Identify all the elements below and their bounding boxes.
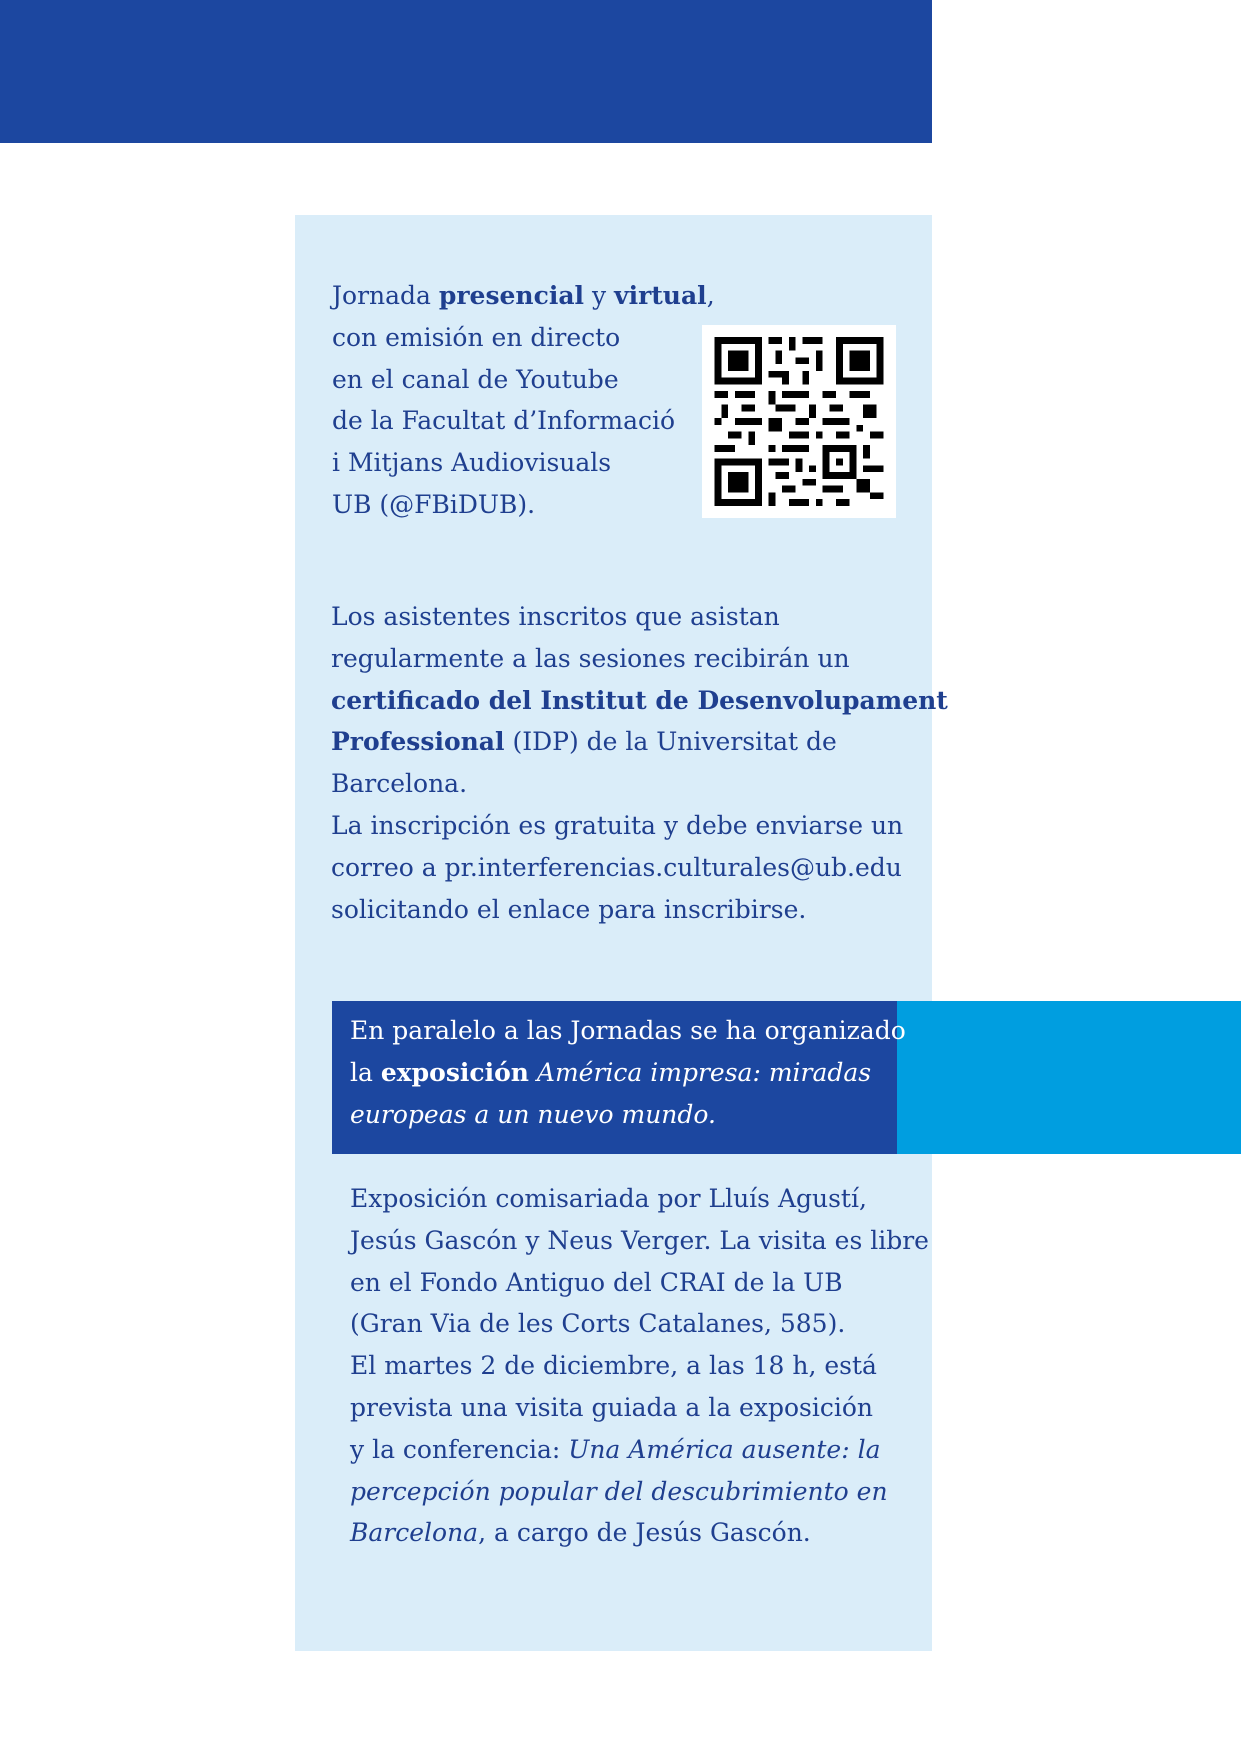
qr-code-graphic bbox=[714, 337, 884, 506]
details-line: Exposición comisariada por Lluís Agustí, bbox=[350, 1184, 867, 1213]
details-line: en el Fondo Antiguo del CRAI de la UB bbox=[350, 1267, 843, 1297]
intro-paragraph bbox=[332, 275, 715, 526]
intro-line: i Mitjans Audiovisuals bbox=[332, 448, 612, 478]
details-line: El martes 2 de diciembre, a las 18 h, está bbox=[350, 1351, 877, 1381]
exhibition-line: En paralelo a las Jornadas se ha organizado bbox=[350, 1016, 906, 1045]
exhibition-banner-text bbox=[350, 1010, 906, 1136]
top-color-band bbox=[0, 0, 932, 143]
intro-line: Jornada presencial y virtual, bbox=[332, 281, 715, 310]
details-line: Barcelona, a cargo de Jesús Gascón. bbox=[350, 1518, 811, 1548]
certificate-line: correo a pr.interferencias.culturales@ub.edu bbox=[331, 852, 902, 882]
exhibition-accent-bar bbox=[897, 1001, 1241, 1154]
certificate-paragraph bbox=[331, 596, 948, 930]
email-link[interactable]: pr.interferencias.culturales@ub.edu bbox=[444, 852, 902, 882]
certificate-line: Professional (IDP) de la Universitat de bbox=[331, 727, 837, 757]
certificate-line: La inscripción es gratuita y debe enviarse un bbox=[331, 810, 904, 840]
certificate-line: regularmente a las sesiones recibirán un bbox=[331, 643, 850, 673]
certificate-line: Los asistentes inscritos que asistan bbox=[331, 602, 780, 631]
exhibition-details-paragraph bbox=[350, 1178, 929, 1554]
details-line: percepción popular del descubrimiento en bbox=[350, 1476, 888, 1506]
exhibition-line: europeas a un nuevo mundo. bbox=[350, 1100, 716, 1129]
certificate-line: certificado del Institut de Desenvolupament bbox=[331, 685, 948, 715]
details-line: (Gran Via de les Corts Catalanes, 585). bbox=[350, 1309, 846, 1339]
certificate-line: solicitando el enlace para inscribirse. bbox=[331, 894, 807, 924]
intro-line: en el canal de Youtube bbox=[332, 364, 619, 394]
exhibition-line: la exposición América impresa: miradas bbox=[350, 1058, 872, 1087]
certificate-line: Barcelona. bbox=[331, 769, 468, 799]
details-line: y la conferencia: Una América ausente: la bbox=[350, 1434, 881, 1464]
details-line: Jesús Gascón y Neus Verger. La visita es libre bbox=[350, 1225, 929, 1255]
intro-line: con emisión en directo bbox=[332, 322, 621, 352]
intro-line: de la Facultat d’Informació bbox=[332, 406, 676, 436]
details-line: prevista una visita guiada a la exposición bbox=[350, 1392, 873, 1422]
intro-line: UB (@FBiDUB). bbox=[332, 489, 536, 519]
qr-code-icon[interactable] bbox=[702, 325, 896, 518]
